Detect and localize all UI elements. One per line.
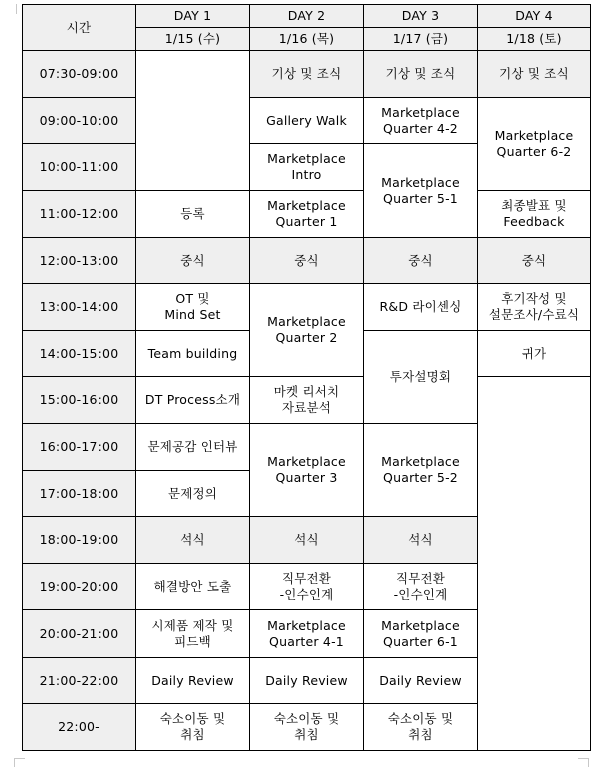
time-slot: 21:00-22:00 [23,658,136,704]
day1-empathy-interview: 문제공감 인터뷰 [136,424,250,471]
day2-daily-review: Daily Review [250,658,364,704]
time-slot: 17:00-18:00 [23,471,136,517]
day1-registration: 등록 [136,191,250,238]
day1-team-building: Team building [136,331,250,377]
day-header-1: DAY 1 [136,5,250,28]
time-slot: 14:00-15:00 [23,331,136,377]
time-slot: 09:00-10:00 [23,98,136,144]
time-slot: 10:00-11:00 [23,144,136,191]
day4-breakfast: 기상 및 조식 [478,51,591,98]
time-slot: 19:00-20:00 [23,564,136,610]
day2-move-to-lodging: 숙소이동 및 취침 [250,704,364,751]
time-slot: 15:00-16:00 [23,377,136,424]
day3-lunch: 중식 [364,238,478,284]
date-header-3: 1/17 (금) [364,28,478,51]
day-header-2: DAY 2 [250,5,364,28]
day4-quarter-6-2: Marketplace Quarter 6-2 [478,98,591,191]
schedule-table [22,4,591,751]
day2-dinner: 석식 [250,517,364,564]
day3-job-transition: 직무전환 -인수인계 [364,564,478,610]
time-slot: 22:00- [23,704,136,751]
day3-quarter-5-1: Marketplace Quarter 5-1 [364,144,478,238]
day2-lunch: 중식 [250,238,364,284]
day2-quarter-3: Marketplace Quarter 3 [250,424,364,517]
day1-empty-cell [136,51,250,191]
time-header: 시간 [23,5,136,51]
day4-survey-graduation: 후기작성 및 설문조사/수료식 [478,284,591,331]
day3-investment-briefing: 투자설명회 [364,331,478,424]
day1-daily-review: Daily Review [136,658,250,704]
time-slot: 18:00-19:00 [23,517,136,564]
day4-go-home: 귀가 [478,331,591,377]
date-header-2: 1/16 (목) [250,28,364,51]
day3-breakfast: 기상 및 조식 [364,51,478,98]
time-slot: 16:00-17:00 [23,424,136,471]
time-slot: 13:00-14:00 [23,284,136,331]
date-header-1: 1/15 (수) [136,28,250,51]
day1-ot-mindset: OT 및 Mind Set [136,284,250,331]
day-header-3: DAY 3 [364,5,478,28]
day2-gallery-walk: Gallery Walk [250,98,364,144]
day3-rnd-licensing: R&D 라이센싱 [364,284,478,331]
time-slot: 12:00-13:00 [23,238,136,284]
day3-quarter-5-2: Marketplace Quarter 5-2 [364,424,478,517]
day1-solution-ideation: 해결방안 도출 [136,564,250,610]
day2-job-transition: 직무전환 -인수인계 [250,564,364,610]
time-slot: 07:30-09:00 [23,51,136,98]
day1-move-to-lodging: 숙소이동 및 취침 [136,704,250,751]
day3-move-to-lodging: 숙소이동 및 취침 [364,704,478,751]
day2-quarter-4-1: Marketplace Quarter 4-1 [250,610,364,658]
time-slot: 20:00-21:00 [23,610,136,658]
day1-prototype-feedback: 시제품 제작 및 피드백 [136,610,250,658]
day3-quarter-6-1: Marketplace Quarter 6-1 [364,610,478,658]
day1-dt-process: DT Process소개 [136,377,250,424]
day2-market-research: 마켓 리서치 자료분석 [250,377,364,424]
day2-breakfast: 기상 및 조식 [250,51,364,98]
day4-final-presentation: 최종발표 및 Feedback [478,191,591,238]
day1-dinner: 석식 [136,517,250,564]
day4-lunch: 중식 [478,238,591,284]
page-corner-mark [578,758,589,767]
day1-lunch: 중식 [136,238,250,284]
day3-dinner: 석식 [364,517,478,564]
page-corner-mark [8,4,17,14]
day2-quarter-1: Marketplace Quarter 1 [250,191,364,238]
day1-problem-definition: 문제정의 [136,471,250,517]
day3-quarter-4-2: Marketplace Quarter 4-2 [364,98,478,144]
time-slot: 11:00-12:00 [23,191,136,238]
day4-empty-cell [478,377,591,751]
day2-marketplace-intro: Marketplace Intro [250,144,364,191]
page-corner-mark [14,758,25,767]
day-header-4: DAY 4 [478,5,591,28]
date-header-4: 1/18 (토) [478,28,591,51]
day3-daily-review: Daily Review [364,658,478,704]
day2-quarter-2: Marketplace Quarter 2 [250,284,364,377]
